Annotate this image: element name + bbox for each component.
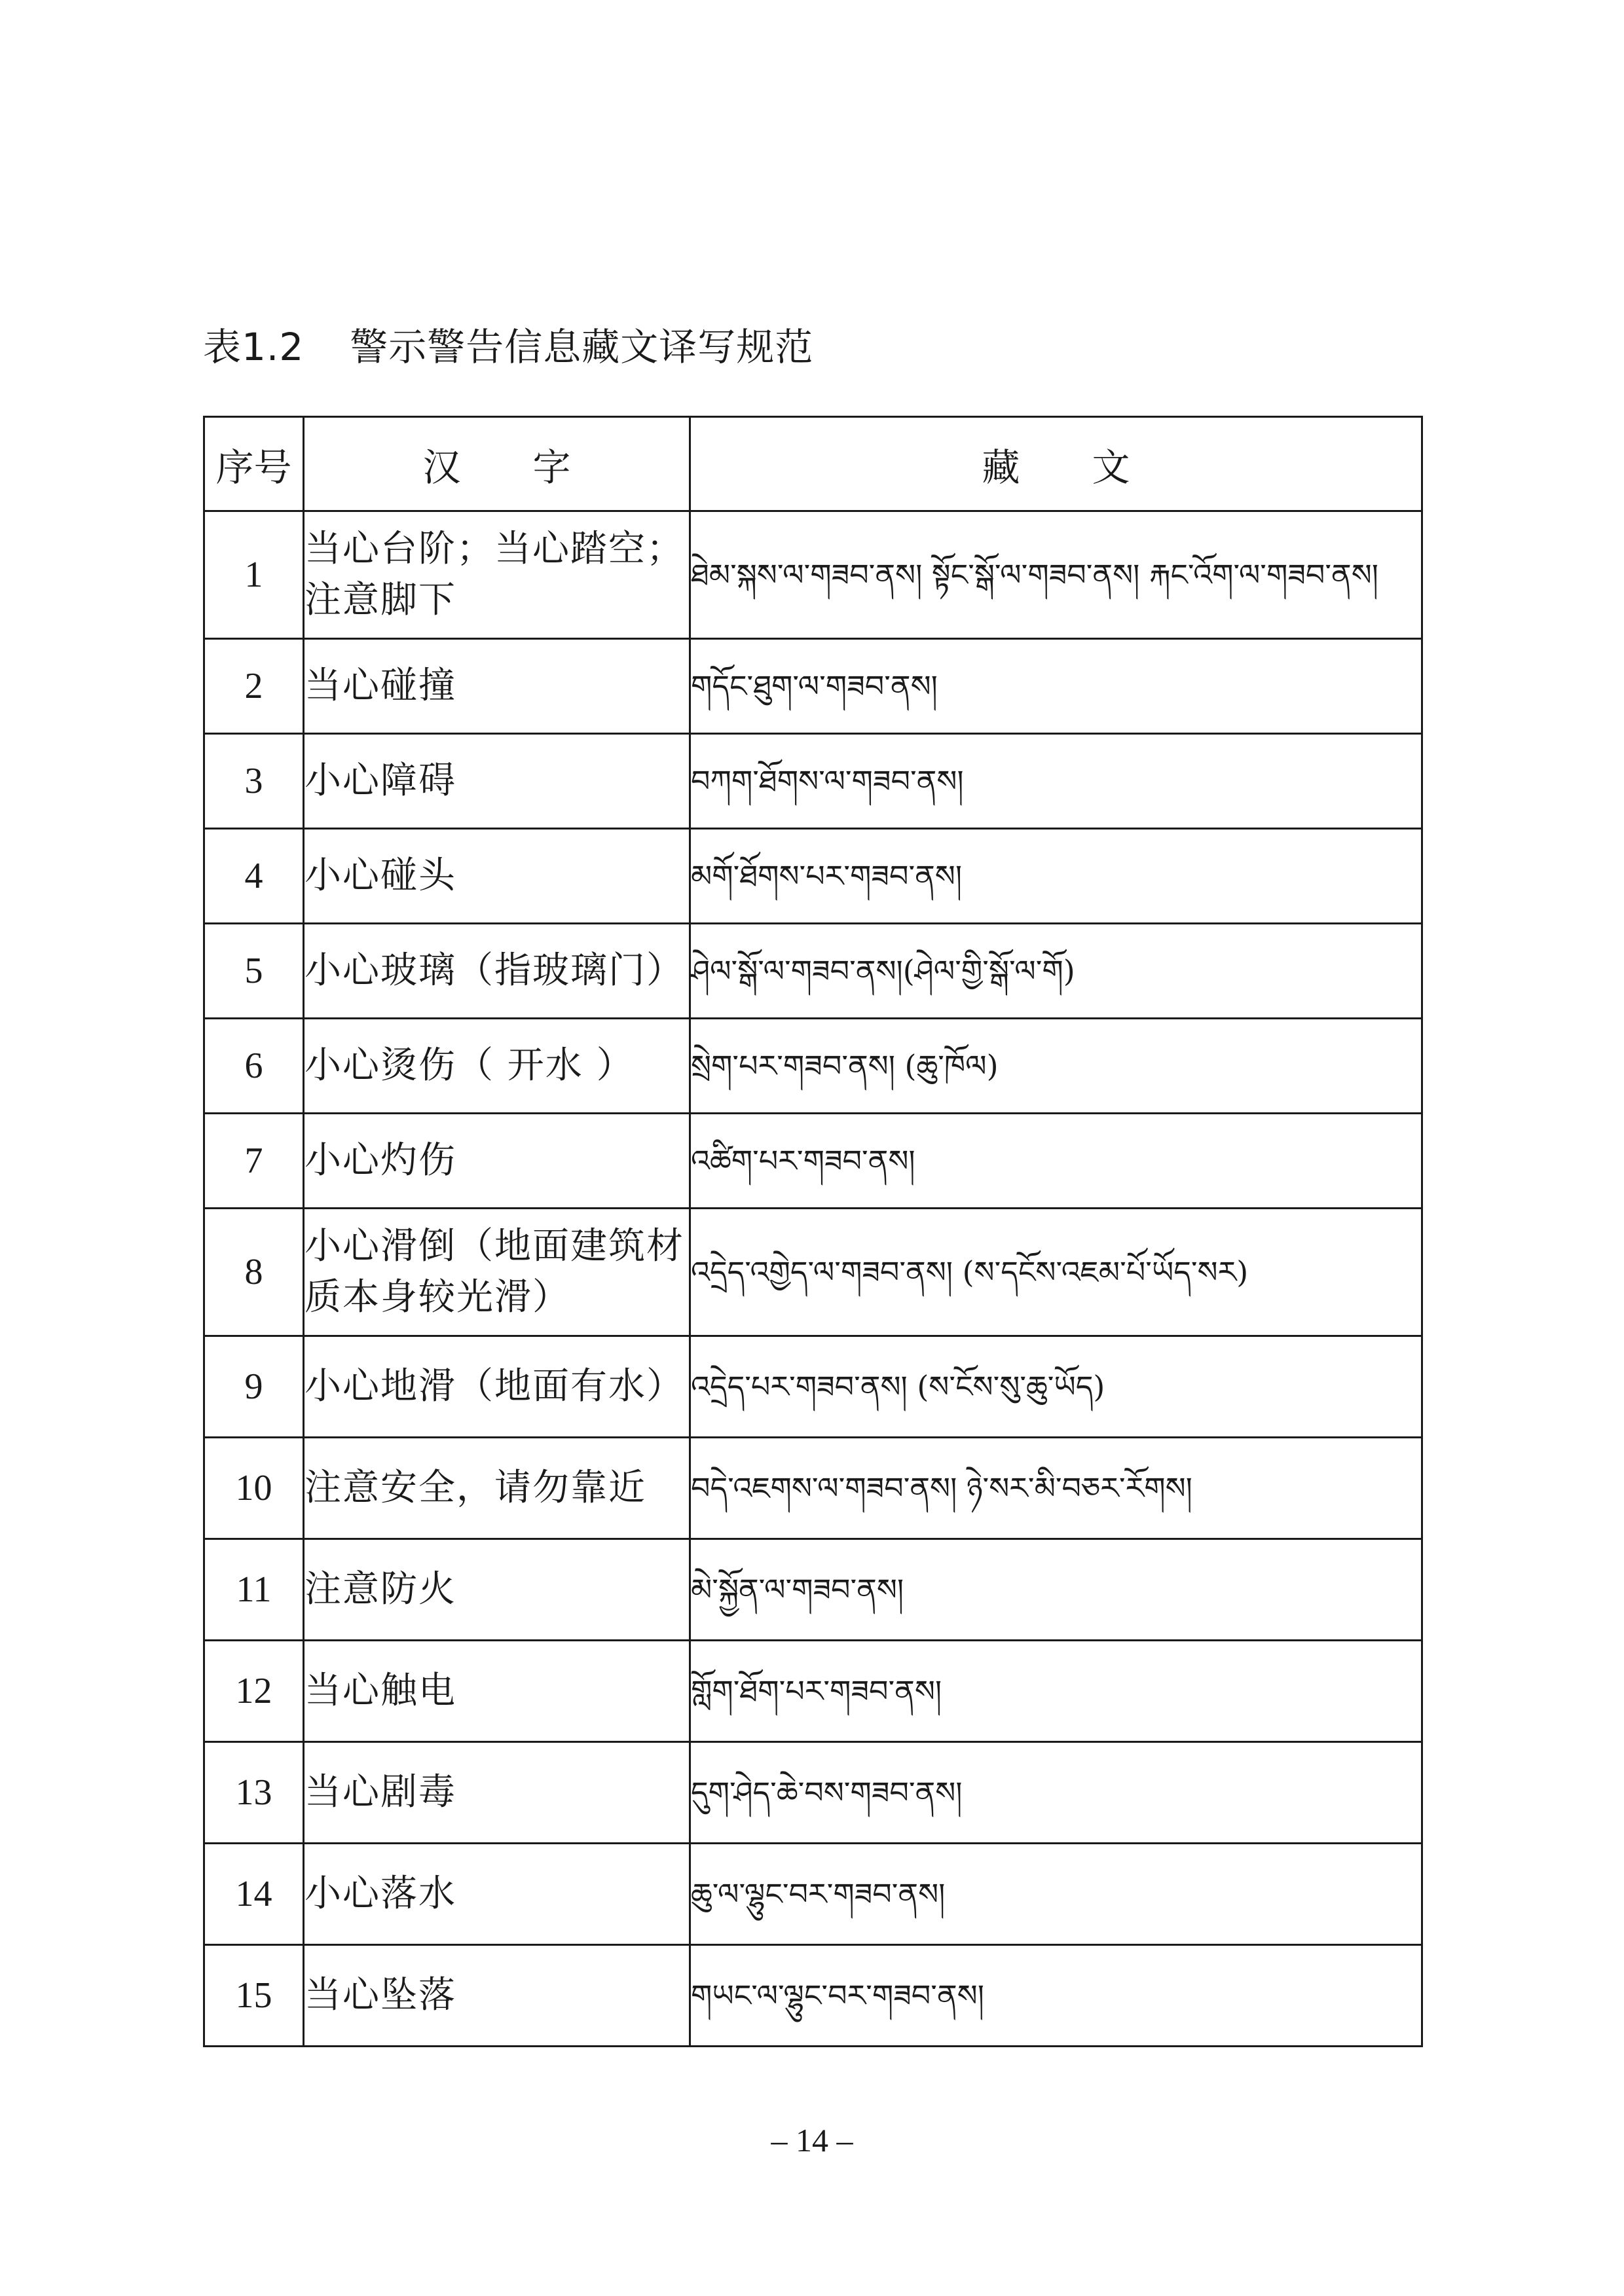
row-tibetan: གདོང་ཐུག་ལ་གཟབ་ནས། bbox=[690, 639, 1422, 734]
row-number: 15 bbox=[204, 1945, 304, 2047]
table-row bbox=[204, 924, 1422, 1019]
row-tibetan: མགོ་ཐོགས་པར་གཟབ་ནས། bbox=[690, 829, 1422, 924]
row-number: 3 bbox=[204, 734, 304, 829]
header-bo bbox=[690, 417, 1422, 511]
row-tibetan: འདྲེད་འགྱེད་ལ་གཟབ་ནས། (ས་དངོས་འཇམ་པོ་ཡོད་སར) bbox=[690, 1209, 1422, 1336]
table-row bbox=[204, 1209, 1422, 1336]
header-zh bbox=[304, 417, 690, 511]
table-number: 表1.2 bbox=[203, 325, 304, 369]
row-chinese: 当心碰撞 bbox=[304, 639, 690, 734]
row-tibetan: བཀག་ཐོགས་ལ་གཟབ་ནས། bbox=[690, 734, 1422, 829]
table-row bbox=[204, 639, 1422, 734]
row-tibetan: འདྲེད་པར་གཟབ་ནས། (ས་ངོས་སུ་ཆུ་ཡོད) bbox=[690, 1336, 1422, 1438]
table-row bbox=[204, 1945, 1422, 2047]
row-number: 10 bbox=[204, 1438, 304, 1539]
row-number: 5 bbox=[204, 924, 304, 1019]
translation-table bbox=[203, 416, 1423, 2047]
row-chinese: 小心障碍 bbox=[304, 734, 690, 829]
row-chinese: 注意防火 bbox=[304, 1539, 690, 1641]
header-bo-label: 藏文 bbox=[982, 445, 1202, 490]
row-number: 7 bbox=[204, 1114, 304, 1209]
row-number: 2 bbox=[204, 639, 304, 734]
row-number: 8 bbox=[204, 1209, 304, 1336]
row-number: 1 bbox=[204, 511, 304, 639]
row-chinese: 小心碰头 bbox=[304, 829, 690, 924]
row-chinese: 当心触电 bbox=[304, 1641, 690, 1742]
table-row bbox=[204, 1539, 1422, 1641]
row-chinese: 小心滑倒（地面建筑材质本身较光滑） bbox=[304, 1209, 690, 1336]
row-chinese: 当心台阶；当心踏空；注意脚下 bbox=[304, 511, 690, 639]
row-tibetan: དུག་ཤེད་ཆེ་བས་གཟབ་ནས། bbox=[690, 1742, 1422, 1844]
table-row bbox=[204, 511, 1422, 639]
row-tibetan: བདེ་འཇགས་ལ་གཟབ་ནས། ཉེ་སར་མི་བཅར་རོགས། bbox=[690, 1438, 1422, 1539]
row-chinese: 当心坠落 bbox=[304, 1945, 690, 2047]
row-tibetan: གཡང་ལ་ལྷུང་བར་གཟབ་ནས། bbox=[690, 1945, 1422, 2047]
row-chinese: 小心灼伤 bbox=[304, 1114, 690, 1209]
row-number: 12 bbox=[204, 1641, 304, 1742]
row-tibetan: མེ་སྐྱོན་ལ་གཟབ་ནས། bbox=[690, 1539, 1422, 1641]
table-row bbox=[204, 1336, 1422, 1438]
table-row bbox=[204, 734, 1422, 829]
row-number: 4 bbox=[204, 829, 304, 924]
table-row bbox=[204, 1114, 1422, 1209]
row-chinese: 小心落水 bbox=[304, 1844, 690, 1945]
row-number: 14 bbox=[204, 1844, 304, 1945]
row-chinese: 小心玻璃（指玻璃门） bbox=[304, 924, 690, 1019]
header-zh-label: 汉字 bbox=[422, 445, 643, 490]
table-row bbox=[204, 1641, 1422, 1742]
table-row bbox=[204, 1844, 1422, 1945]
table-row bbox=[204, 1742, 1422, 1844]
table-header-row bbox=[204, 417, 1422, 511]
table-title: 警示警告信息藏文译写规范 bbox=[350, 325, 814, 369]
table-row bbox=[204, 1438, 1422, 1539]
row-number: 6 bbox=[204, 1019, 304, 1114]
header-no: 序号 bbox=[204, 417, 304, 511]
row-tibetan: ཆུ་ལ་ལྷུང་བར་གཟབ་ནས། bbox=[690, 1844, 1422, 1945]
row-chinese: 小心烫伤（ 开水 ） bbox=[304, 1019, 690, 1114]
row-chinese: 注意安全，请勿靠近 bbox=[304, 1438, 690, 1539]
table-row bbox=[204, 829, 1422, 924]
row-tibetan: འཚིག་པར་གཟབ་ནས། bbox=[690, 1114, 1422, 1209]
row-tibetan: སྲེག་པར་གཟབ་ནས། (ཆུ་ཁོལ) bbox=[690, 1019, 1422, 1114]
row-number: 13 bbox=[204, 1742, 304, 1844]
row-number: 11 bbox=[204, 1539, 304, 1641]
page-number: – 14 – bbox=[771, 2122, 853, 2159]
table-row bbox=[204, 1019, 1422, 1114]
row-tibetan: ཤེལ་སྒོ་ལ་གཟབ་ནས།(ཤེལ་གྱི་སྒོ་ལ་གོ) bbox=[690, 924, 1422, 1019]
row-tibetan: ཐེམ་སྐས་ལ་གཟབ་ནས། སྟོང་སྒོ་ལ་གཟབ་ནས། རྐང་འོག་ལ་གཟབ་ནས། bbox=[690, 511, 1422, 639]
row-chinese: 当心剧毒 bbox=[304, 1742, 690, 1844]
row-chinese: 小心地滑（地面有水） bbox=[304, 1336, 690, 1438]
row-tibetan: གློག་ཐོག་པར་གཟབ་ནས། bbox=[690, 1641, 1422, 1742]
row-number: 9 bbox=[204, 1336, 304, 1438]
table-caption bbox=[203, 308, 813, 380]
